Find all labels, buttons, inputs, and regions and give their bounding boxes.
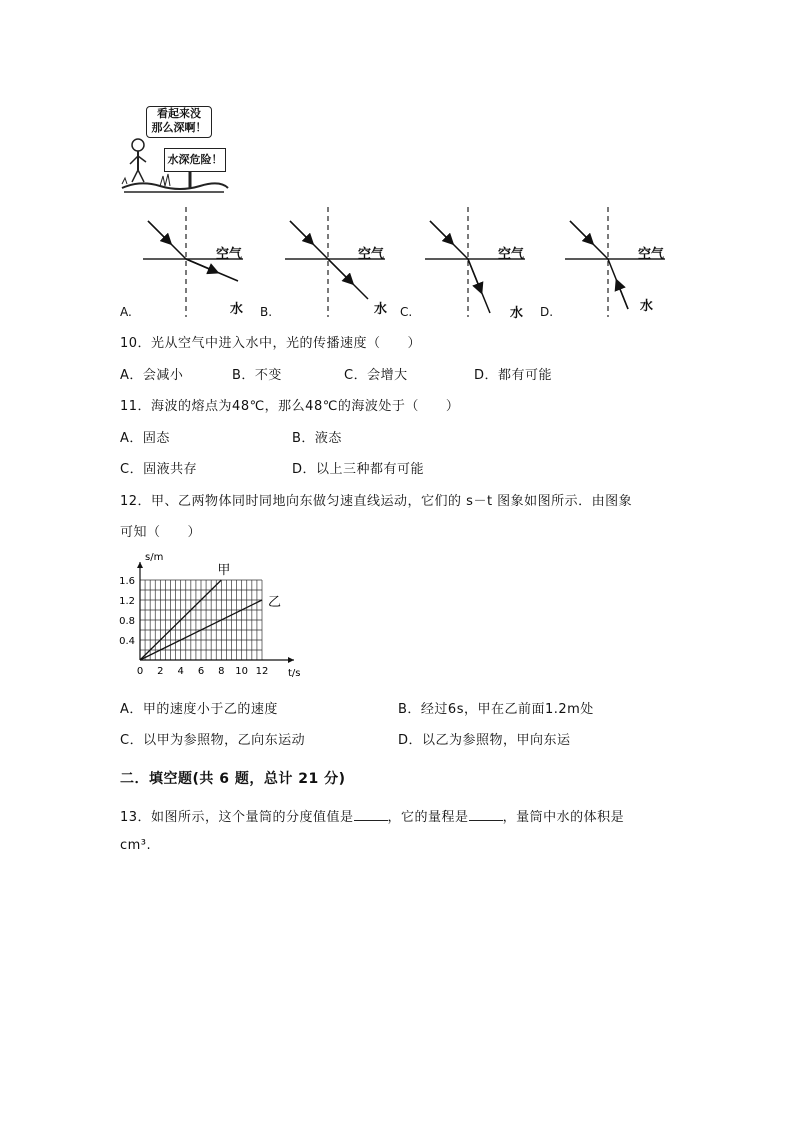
option-b-label: B. [260,305,273,319]
y-tick-label: 1.6 [119,576,135,587]
q12-stem-line1: 12．甲、乙两物体同时同地向东做匀速直线运动，它们的 s－t 图象如图所示．由图象 [120,494,633,509]
q10-option-b: B．不变 [232,368,282,383]
y-axis-label: s/m [145,552,164,563]
q11-option-d: D．以上三种都有可能 [292,462,425,477]
speech-bubble-line1: 看起来没 [157,107,201,120]
q10-stem: 10．光从空气中进入水中，光的传播速度（ ） [120,336,422,351]
q11-option-a: A．固态 [120,431,170,446]
water-label-d: 水 [640,299,654,314]
x-tick-label: 0 [136,666,144,677]
q11-stem: 11．海波的熔点为48℃，那么48℃的海波处于（ ） [120,399,460,414]
q12-option-c: C．以甲为参照物，乙向东运动 [120,733,306,748]
st-chart [112,548,312,688]
series-label-1: 甲 [217,563,231,578]
y-tick-label: 0.8 [119,616,135,627]
st-chart-svg [112,548,312,688]
diagram-c [425,207,525,317]
q10-option-d: D．都有可能 [474,368,553,383]
diagram-a [143,207,243,317]
q11-option-c: C．固液共存 [120,462,198,477]
option-a-label: A. [120,305,132,319]
x-tick-label: 12 [255,666,269,677]
answer-blank-2[interactable] [469,808,503,821]
q11-option-b: B．液态 [292,431,342,446]
q12-stem-line2: 可知（ ） [120,525,202,540]
speech-bubble [146,106,212,138]
q13-line1 [120,806,624,825]
refraction-diagram-svg [118,205,678,320]
q12-option-d: D．以乙为参照物，甲向东运 [398,733,571,748]
x-tick-label: 4 [177,666,184,677]
y-tick-label: 0.4 [119,636,135,647]
q13-part2: ，它的量程是 [387,810,469,825]
water-label-c: 水 [510,306,524,321]
series-label-2: 乙 [268,595,282,610]
warning-sign-text: 水深危险！ [167,153,223,166]
q12-option-a: A．甲的速度小于乙的速度 [120,702,278,717]
warning-sign [164,148,226,172]
y-tick-label: 1.2 [119,596,135,607]
x-tick-label: 6 [197,666,205,677]
water-label-a: 水 [230,302,244,317]
water-label-b: 水 [374,302,388,317]
q13-part1: 13．如图所示，这个量筒的分度值值是 [120,810,354,825]
x-tick-label: 8 [218,666,225,677]
q13-part3: ，量筒中水的体积是 [502,810,625,825]
speech-bubble-line2: 那么深啊！ [151,121,207,134]
answer-blank-1[interactable] [354,808,388,821]
air-label-c: 空气 [498,247,525,262]
section2-heading: 二．填空题(共 6 题，总计 21 分) [120,771,346,787]
x-axis-label: t/s [288,668,301,679]
option-d-label: D. [540,305,554,319]
x-axis-arrow [288,657,294,663]
diagram-b [285,207,388,317]
x-tick-label: 2 [157,666,164,677]
x-tick-label: 10 [235,666,249,677]
cartoon-illustration [120,100,230,195]
refraction-diagrams [118,205,678,320]
q10-option-a: A．会减小 [120,368,184,383]
y-axis-arrow [137,562,143,568]
air-label-b: 空气 [358,247,385,262]
air-label-a: 空气 [216,247,243,262]
q10-option-c: C．会增大 [344,368,408,383]
air-label-d: 空气 [638,247,665,262]
q13-line2: cm³. [120,838,152,853]
option-c-label: C. [400,305,413,319]
q12-option-b: B．经过6s，甲在乙前面1.2m处 [398,702,594,717]
